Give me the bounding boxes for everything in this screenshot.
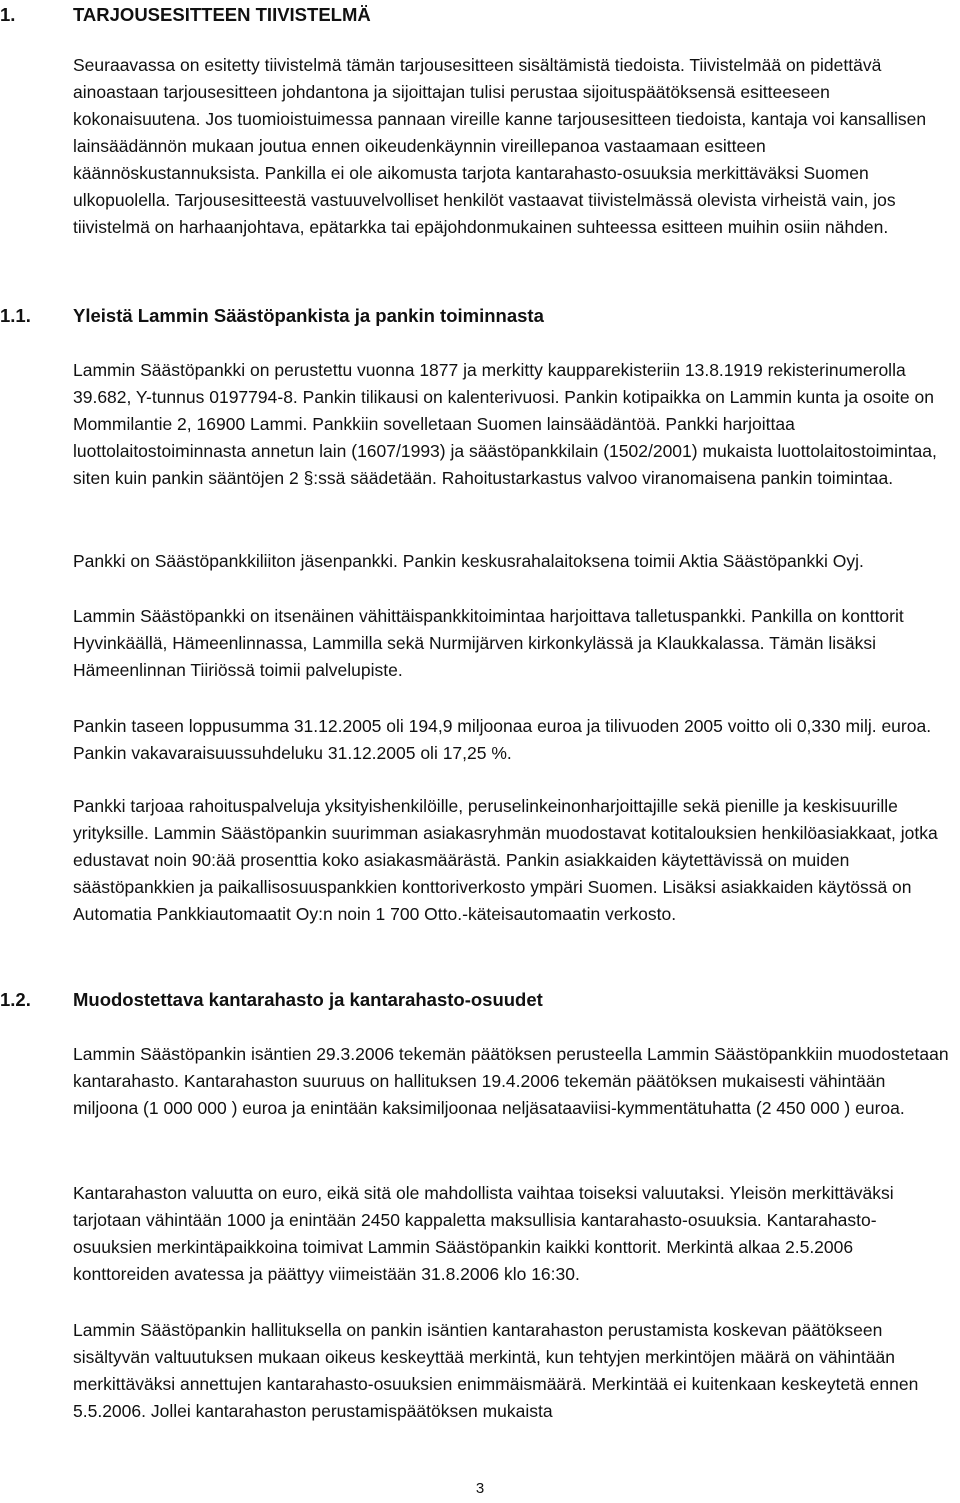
section-1-1-paragraph: Pankin taseen loppusumma 31.12.2005 oli 194,9 miljoonaa euroa ja tilivuoden 2005 voitto oli 0,330 milj. euroa. Pankin vakavaraisuussuhdeluku 31.12.2005 oli 17,25 %. [73, 716, 932, 763]
section-1-1-paragraph: Pankki tarjoaa rahoituspalveluja yksityishenkilöille, peruselinkeinonharjoittajille sekä pienille ja keskisuurille yrityksille. Lammin Säästöpankin suurimman asiakasryhmän muodostavat kotitalouksien henkilöasiakkaat, jotka edustavat noin 90:ää prosenttia koko asiakasmäärästä. Pankin asiakkaiden käytettävissä on muiden säästöpankkien ja paikallisosuuspankkien konttoriverkosto ympäri Suomen. Lisäksi asiakkaiden käytössä on Automatia Pankkiautomaatit Oy:n noin 1 700 Otto.-käteisautomaatin verkosto. [73, 796, 938, 924]
section-1-2-paragraph: Lammin Säästöpankin hallituksella on pankin isäntien kantarahaston perustamista koskevan päätökseen sisältyvän valtuutuksen mukaan oikeus keskeyttää merkintä, kun tehtyjen merkintöjen määrä on vähintään merkittäväksi annettujen kantarahasto-osuuksien enimmäismäärä. Merkintää ei kuitenkaan keskeytetä ennen 5.5.2006. Jollei kantarahaston perustamispäätöksen mukaista [73, 1320, 919, 1421]
section-1-2-paragraph: Lammin Säästöpankin isäntien 29.3.2006 tekemän päätöksen perusteella Lammin Säästöpankkiin muodostetaan kantarahasto. Kantarahaston suuruus on hallituksen 19.4.2006 tekemän päätöksen mukaisesti vähintään miljoona (1 000 000 ) euroa ja enintään kaksimiljoonaa neljäsataaviisi-kymmentätuhatta (2 450 000 ) euroa. [73, 1044, 949, 1118]
section-1-paragraph: Seuraavassa on esitetty tiivistelmä tämän tarjousesitteen sisältämistä tiedoista. Tiivistelmää on pidettävä ainoastaan tarjousesitteen johdantona ja sijoittajan tulisi perustaa sijoituspäätöksensä esitteeseen kokonaisuutena. Jos tuomioistuimessa pannaan vireille kanne tarjousesitteen tiedoista, kantaja voi kansallisen lainsäädännön mukaan joutua ennen oikeudenkäynnin vireillepanoa vastaamaan esitteen käännöskustannuksista. Pankilla ei ole aikomusta tarjota kantarahasto-osuuksia merkittäväksi Suomen ulkopuolella. Tarjousesitteestä vastuuvelvolliset henkilöt vastaavat tiivistelmässä olevista virheistä vain, jos tiivistelmä on harhaanjohtava, epätarkka tai epäjohdonmukainen suhteessa esitteen muihin osiin nähden. [73, 55, 927, 237]
section-1-1-paragraph: Pankki on Säästöpankkiliiton jäsenpankki. Pankin keskusrahalaitoksena toimii Aktia Säästöpankki Oyj. [73, 551, 864, 571]
section-number: 1.2. [0, 989, 31, 1010]
section-number: 1. [0, 4, 16, 25]
section-number: 1.1. [0, 305, 31, 326]
section-1-2-paragraph: Kantarahaston valuutta on euro, eikä sitä ole mahdollista vaihtaa toiseksi valuutaksi. Yleisön merkittäväksi tarjotaan vähintään 1000 ja enintään 2450 kappaletta maksullisia kantarahasto-osuuksia. Kantarahasto-osuuksien merkintäpaikkoina toimivat Lammin Säästöpankin kaikki konttorit. Merkintä alkaa 2.5.2006 konttoreiden avatessa ja päättyy viimeistään 31.8.2006 klo 16:30. [73, 1183, 894, 1284]
section-title: Muodostettava kantarahasto ja kantarahasto-osuudet [73, 989, 543, 1010]
page-number: 3 [475, 1480, 485, 1497]
section-1-1-paragraph: Lammin Säästöpankki on itsenäinen vähittäispankkitoimintaa harjoittava talletuspankki. Pankilla on konttorit Hyvinkäällä, Hämeenlinnassa, Lammilla sekä Nurmijärven kirkonkylässä ja Klaukkalassa. Tämän lisäksi Hämeenlinnan Tiiriössä toimii palvelupiste. [73, 606, 904, 680]
section-title: TARJOUSESITTEEN TIIVISTELMÄ [73, 4, 371, 25]
section-1-1-paragraph: Lammin Säästöpankki on perustettu vuonna 1877 ja merkitty kaupparekisteriin 13.8.1919 rekisterinumerolla 39.682, Y-tunnus 0197794-8. Pankin tilikausi on kalenterivuosi. Pankin kotipaikka on Lammin kunta ja osoite on Mommilantie 2, 16900 Lammi. Pankkiin sovelletaan Suomen lainsäädäntöä. Pankki harjoittaa luottolaitostoiminnasta annetun lain (1607/1993) ja säästöpankkilain (1502/2001) mukaista luottolaitostoimintaa, siten kuin pankin sääntöjen 2 §:ssä säädetään. Rahoitustarkastus valvoo viranomaisena pankin toimintaa. [73, 360, 937, 488]
section-title: Yleistä Lammin Säästöpankista ja pankin toiminnasta [73, 305, 544, 326]
